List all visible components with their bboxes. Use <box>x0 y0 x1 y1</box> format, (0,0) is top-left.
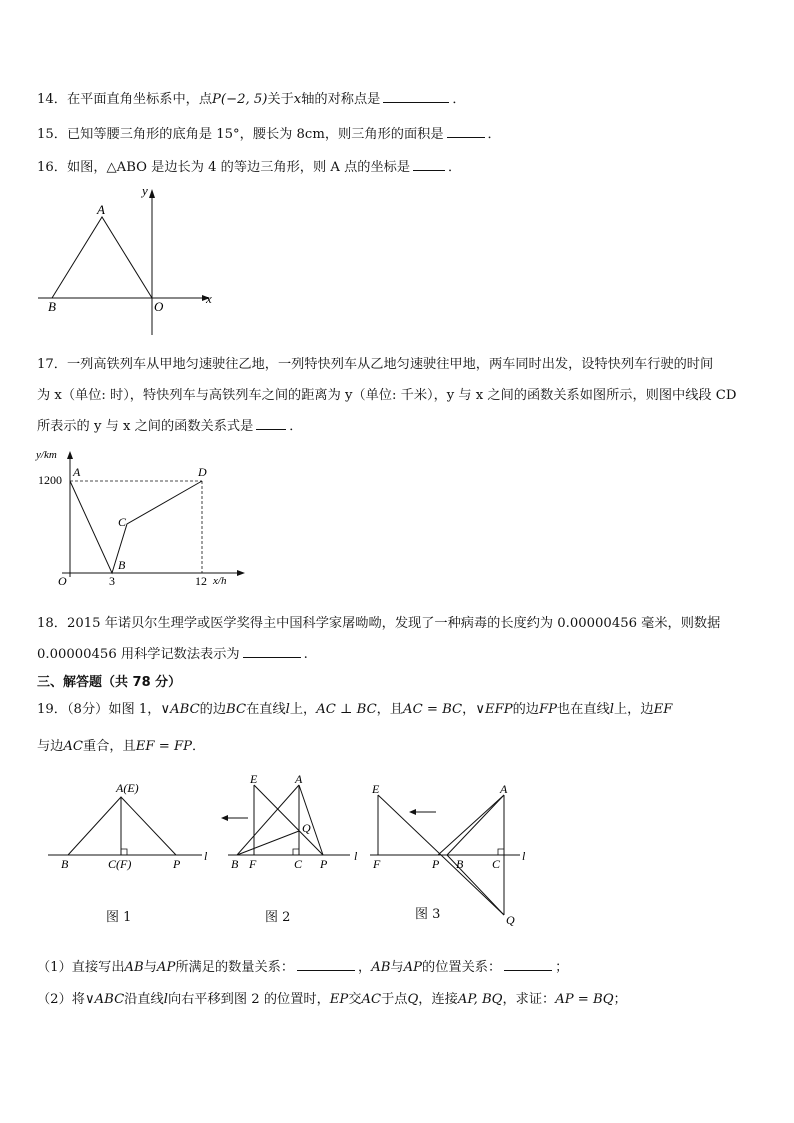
segment-ap <box>438 795 504 855</box>
question-14 <box>37 88 466 110</box>
question-19-part-2 <box>37 990 627 1010</box>
answer-blank-15[interactable] <box>447 123 485 138</box>
segment-bq <box>237 831 299 855</box>
question-16 <box>37 156 461 178</box>
q19-ac: AC <box>63 739 83 754</box>
q19-sub2-c: 向右平移到图 2 的位置时， <box>167 992 330 1007</box>
q16-end: ． <box>448 160 462 175</box>
graph-line-abcd <box>70 481 202 573</box>
q19-sub1-e: 与 <box>390 960 404 975</box>
q19-qpt: Q <box>407 992 419 1007</box>
right-angle-mark <box>293 849 299 855</box>
q19-fig-labels-f1-ae: A(E) <box>116 781 139 795</box>
q19-fig-labels-f2-f: F <box>249 857 257 871</box>
label-xlabel: x/h <box>213 575 227 587</box>
q19-fig-labels-f2-e: E <box>250 772 258 786</box>
q19-sub1-b: 与 <box>143 960 157 975</box>
q19-fig-labels-f1-cf: C(F) <box>108 857 132 871</box>
q19-l: l <box>163 992 168 1007</box>
q19-sub2-g: ，求证： <box>502 992 556 1007</box>
q19-tri1: ∨ABC <box>160 702 200 717</box>
figure-16-equilateral-triangle <box>30 180 230 340</box>
q19-bc: BC <box>226 702 247 717</box>
q19-sub2-b: 沿直线 <box>124 992 164 1007</box>
q19-perp: AC ⊥ BC <box>316 702 377 717</box>
q19-fig-labels-f3-f: F <box>373 857 381 871</box>
q19-tri1: ∨ABC <box>84 992 125 1007</box>
figure-2 <box>221 772 358 871</box>
question-18 <box>37 608 759 670</box>
q19-line1-a: 19．（8分）如图 1， <box>37 702 161 717</box>
q19-ab: AB <box>371 960 391 975</box>
q19-line1-f: ， <box>462 702 476 717</box>
segment-ab <box>447 795 504 855</box>
q19-line2-c: ． <box>191 739 206 754</box>
q19-line1-e: ，且 <box>376 702 404 717</box>
q19-sub1-end: ； <box>555 960 569 975</box>
q19-sub1-d: ， <box>358 960 372 975</box>
q19-fig-labels-f3-a: A <box>500 782 508 796</box>
q19-fig-labels-f2-a: A <box>295 772 303 786</box>
label-c: C <box>118 515 127 529</box>
answer-blank-18[interactable] <box>243 643 301 658</box>
question-19-part-1 <box>37 956 568 978</box>
answer-blank-19-1a[interactable] <box>297 956 355 971</box>
x-axis-arrow <box>237 570 245 576</box>
figure-17-distance-time-graph <box>32 445 252 590</box>
triangle-fig1 <box>68 797 176 855</box>
figure-3 <box>370 782 526 927</box>
q19-sub2-a: （2）将 <box>37 992 85 1007</box>
q19-line1-i: 上，边 <box>614 702 654 717</box>
label-x: x <box>206 291 212 306</box>
q19-tri2: ∨EFP <box>475 702 513 717</box>
q19-fig-labels-f3-l: l <box>522 849 526 863</box>
label-a: A <box>73 465 81 479</box>
q19-fig-labels-f2-l: l <box>354 849 358 863</box>
q19-ac: AC <box>361 992 382 1007</box>
q17-line2: 为 x（单位: 时），特快列车与高铁列车之间的距离为 y（单位: 千米），y 与 x 之间的函数关系如图所示，则图中线段 CD <box>37 388 737 403</box>
q19-sub1-c: 所满足的数量关系： <box>175 960 295 975</box>
q19-fig-labels-f3-c: C <box>492 857 501 871</box>
q19-fig-labels-f3-b: B <box>456 857 464 871</box>
q19-line2-a: 与边 <box>37 739 64 754</box>
q17-end: ． <box>289 419 303 434</box>
q19-ep: EP <box>329 992 349 1007</box>
q19-fig-labels-f3-e: E <box>372 782 380 796</box>
q18-end: . <box>303 647 308 662</box>
q19-fig-labels-f2-q: Q <box>302 821 311 835</box>
q17-line1: 17．一列高铁列车从甲地匀速驶往乙地，一列特快列车从乙地匀速驶往甲地，两车同时出发，设特快列车行驶的时间 <box>37 357 714 372</box>
q19-fig-labels-f2-b: B <box>231 857 239 871</box>
question-15 <box>37 123 501 145</box>
q19-fig-labels-f1-p: P <box>173 857 181 871</box>
right-angle-mark <box>498 849 504 855</box>
caption-figure-3: 图 3 <box>415 907 441 922</box>
label-d: D <box>198 465 207 479</box>
figure-1 <box>48 781 208 871</box>
label-1200: 1200 <box>38 473 62 487</box>
y-axis-arrow <box>149 189 155 198</box>
q19-eq3: AP = BQ <box>555 992 614 1007</box>
q14-text-a: 14．在平面直角坐标系中，点 <box>37 92 213 107</box>
label-y: y <box>142 183 148 198</box>
q14-axis: x <box>293 92 302 107</box>
q14-text-c: 轴的对称点是 <box>301 92 381 107</box>
q19-ap: AP <box>156 960 176 975</box>
q19-fp: FP <box>539 702 558 717</box>
q15-end: ． <box>487 127 501 142</box>
q14-text-b: 关于 <box>267 92 294 107</box>
caption-figure-1: 图 1 <box>106 910 132 925</box>
q16-text: 16．如图，△ABO 是边长为 4 的等边三角形，则 A 点的坐标是 <box>37 160 411 175</box>
q18-line1: 18．2015 年诺贝尔生理学或医学奖得主中国科学家屠呦呦，发现了一种病毒的长度约为 0.00000456 毫米，则数据 <box>37 616 721 631</box>
q19-line1-g: 的边 <box>512 702 539 717</box>
q19-ef: EF <box>653 702 673 717</box>
question-19-line1 <box>37 700 672 720</box>
answer-blank-17[interactable] <box>256 415 286 430</box>
q19-eq2: EF = FP <box>135 739 192 754</box>
segment-ap <box>299 785 323 855</box>
question-17 <box>37 349 759 442</box>
section-title: 三、解答题（共 78 分） <box>37 675 182 690</box>
point-p: P(−2, 5) <box>212 92 268 107</box>
label-12: 12 <box>195 574 207 588</box>
answer-blank-14[interactable] <box>383 88 449 103</box>
answer-blank-16[interactable] <box>413 156 445 171</box>
q19-apbq: AP, BQ <box>457 992 503 1007</box>
q14-end: ． <box>452 92 466 107</box>
q19-fig-labels-f3-q: Q <box>506 913 515 927</box>
label-a: A <box>97 202 105 217</box>
q19-fig-labels-f2-c: C <box>294 857 303 871</box>
label-ylabel: y/km <box>36 449 57 461</box>
q19-line2-b: 重合，且 <box>83 739 136 754</box>
q15-text: 15．已知等腰三角形的底角是 15°，腰长为 8cm，则三角形的面积是 <box>37 127 444 142</box>
q19-sub1-f: 的位置关系： <box>422 960 502 975</box>
segment-ab <box>237 785 299 855</box>
q17-line3: 所表示的 y 与 x 之间的函数关系式是 <box>37 419 254 434</box>
y-axis-arrow <box>67 451 73 459</box>
label-3: 3 <box>109 574 115 588</box>
q19-sub2-end: ； <box>613 992 627 1007</box>
triangle-abo <box>52 217 152 298</box>
q19-line1-b: 的边 <box>199 702 227 717</box>
label-b: B <box>48 299 56 314</box>
q19-line1-d: 上， <box>289 702 317 717</box>
label-b: B <box>118 558 126 572</box>
q19-fig-labels-f3-p: P <box>432 857 440 871</box>
q19-fig-labels-f2-p: P <box>320 857 328 871</box>
q19-ap: AP <box>403 960 423 975</box>
caption-figure-2: 图 2 <box>265 910 291 925</box>
label-o: O <box>58 574 67 588</box>
q18-line2: 0.00000456 用科学记数法表示为 <box>37 647 240 662</box>
q19-fig-labels-f1-b: B <box>61 857 69 871</box>
q19-sub2-f: ，连接 <box>418 992 458 1007</box>
question-19-line2 <box>37 737 205 757</box>
q19-sub2-e: 于点 <box>381 992 408 1007</box>
q19-l: l <box>285 702 290 717</box>
q19-sub1-a: （1）直接写出 <box>37 960 125 975</box>
right-angle-mark <box>121 849 127 855</box>
q19-sub2-d: 交 <box>348 992 362 1007</box>
label-o: O <box>154 299 164 314</box>
answer-blank-19-1b[interactable] <box>504 956 552 971</box>
q19-l: l <box>609 702 614 717</box>
q19-line1-h: 也在直线 <box>557 702 610 717</box>
q19-ab: AB <box>124 960 144 975</box>
q19-fig-labels-f1-l: l <box>204 849 208 863</box>
q19-line1-c: 在直线 <box>246 702 286 717</box>
q19-eq1: AC = BC <box>403 702 463 717</box>
